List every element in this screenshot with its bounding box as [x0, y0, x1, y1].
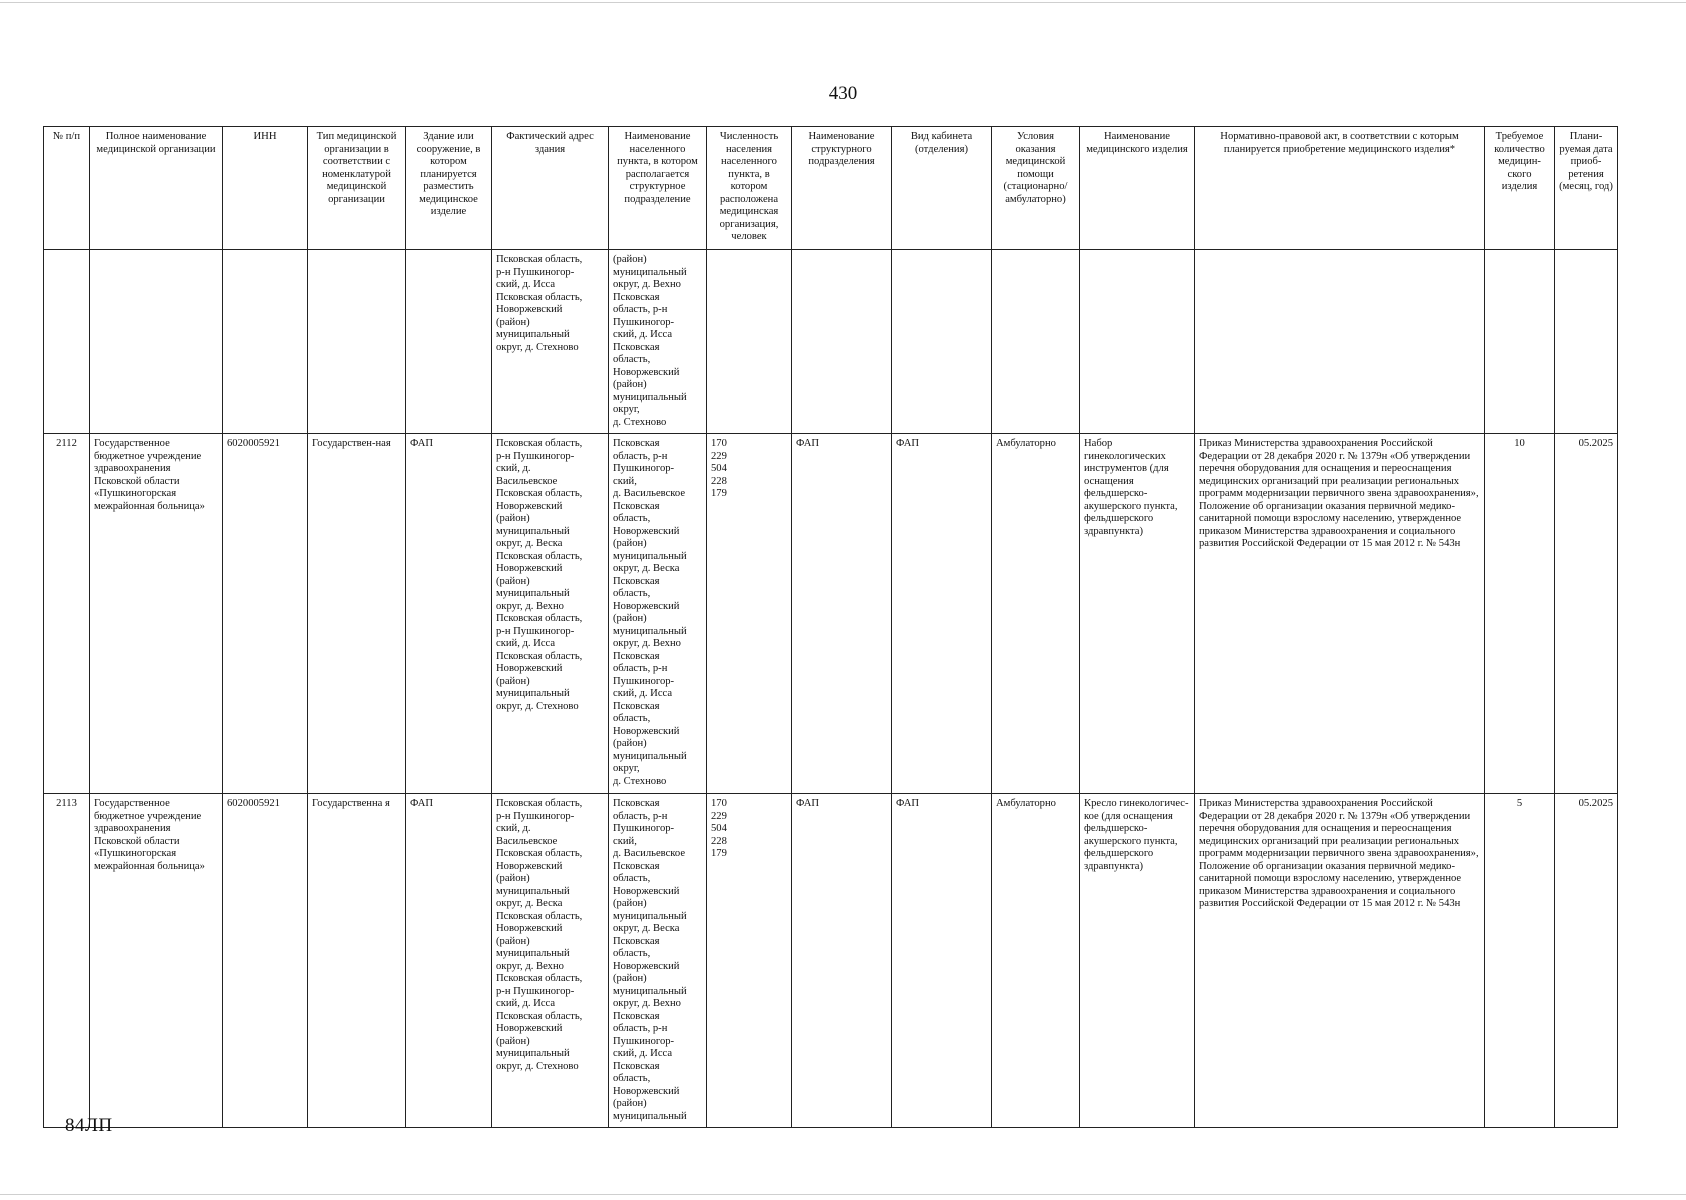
- header-cell: Наименование медицинского изделия: [1080, 127, 1195, 250]
- legal-act-cell: Приказ Министерства здравоохранения Российской Федерации от 28 декабря 2020 г. № 1379н «Об утверждении перечня оборудования для оснащения и переоснащения медицинских организаций при реализации региональных программ модернизации первичного звена здравоохранения», Положение об организации оказания первичной медико-санитарной помощи взрослому населению, утвержденное приказом Министерства здравоохранения и социального развития Российской Федерации от 15 мая 2012 г. № 543н: [1195, 434, 1485, 794]
- unit-cell: ФАП: [792, 434, 892, 794]
- top-scan-edge: [0, 2, 1686, 3]
- address-cell: Псковская область, р-н Пушкиногор- ский, д. Васильевское Псковская область, Новоржевский (район) муниципальный округ, д. Веска Псковская область, Новоржевский (район) муниципальный округ, д. Вехно Псковская область, р-н Пушкиногор- ский, д. Исса Псковская область, Новоржевский (район) муниципальный округ, д. Стехново: [492, 794, 609, 1128]
- header-cell: № п/п: [44, 127, 90, 250]
- date-cell: 05.2025: [1555, 794, 1618, 1128]
- organization-cell: [90, 250, 223, 434]
- header-cell: Наименование структурного подразделения: [792, 127, 892, 250]
- legal-act-cell: [1195, 250, 1485, 434]
- device-cell: [1080, 250, 1195, 434]
- table-row: [44, 250, 1618, 434]
- row-number-cell: 2112: [44, 434, 90, 794]
- quantity-cell: [1485, 250, 1555, 434]
- header-cell: Условия оказания медицинской помощи (стационарно/ амбулаторно): [992, 127, 1080, 250]
- settlement-cell: Псковская область, р-н Пушкиногор- ский, д. Васильевское Псковская область, Новоржевский (район) муниципальный округ, д. Веска Псковская область, Новоржевский (район) муниципальный округ, д. Вехно Псковская область, р-н Пушкиногор- ский, д. Исса Псковская область, Новоржевский (район) муниципальный округ, д. Стехново: [609, 434, 707, 794]
- conditions-cell: [992, 250, 1080, 434]
- settlement-cell: Псковская область, р-н Пушкиногор- ский, д. Васильевское Псковская область, Новоржевский (район) муниципальный округ, д. Веска Псковская область, Новоржевский (район) муниципальный округ, д. Вехно Псковская область, р-н Пушкиногор- ский, д. Исса Псковская область, Новоржевский (район) муниципальный: [609, 794, 707, 1128]
- header-cell: Здание или сооружение, в котором планируется разместить медицинское изделие: [406, 127, 492, 250]
- org-type-cell: Государствен-ная: [308, 434, 406, 794]
- conditions-cell: Амбулаторно: [992, 794, 1080, 1128]
- quantity-cell: 10: [1485, 434, 1555, 794]
- row-number-cell: [44, 250, 90, 434]
- conditions-cell: Амбулаторно: [992, 434, 1080, 794]
- bottom-scan-edge: [0, 1194, 1686, 1195]
- settlement-cell: (район) муниципальный округ, д. Вехно Псковская область, р-н Пушкиногор- ский, д. Исса Псковская область, Новоржевский (район) муниципальный округ, д. Стехново: [609, 250, 707, 434]
- table-header-row: [44, 127, 1618, 250]
- table-row: [44, 794, 1618, 1128]
- header-cell: Полное наименование медицинской организации: [90, 127, 223, 250]
- unit-cell: ФАП: [792, 794, 892, 1128]
- row-number-cell: 2113: [44, 794, 90, 1128]
- table-row: [44, 434, 1618, 794]
- organization-cell: Государственное бюджетное учреждение здравоохранения Псковской области «Пушкиногорская межрайонная больница»: [90, 434, 223, 794]
- quantity-cell: 5: [1485, 794, 1555, 1128]
- header-cell: Фактический адрес здания: [492, 127, 609, 250]
- equipment-table: [43, 126, 1618, 1128]
- page-number: 430: [828, 83, 858, 104]
- header-cell: Нормативно-правовой акт, в соответствии с которым планируется приобретение медицинского изделия*: [1195, 127, 1485, 250]
- device-cell: Набор гинекологических инструментов (для оснащения фельдшерско-акушерского пункта, фельдшерского здравпункта): [1080, 434, 1195, 794]
- building-cell: [406, 250, 492, 434]
- population-cell: 170 229 504 228 179: [707, 794, 792, 1128]
- header-cell: Численность населения населенного пункта, в котором расположена медицинская организация, человек: [707, 127, 792, 250]
- inn-cell: [223, 250, 308, 434]
- building-cell: ФАП: [406, 434, 492, 794]
- inn-cell: 6020005921: [223, 794, 308, 1128]
- unit-cell: [792, 250, 892, 434]
- cabinet-cell: ФАП: [892, 794, 992, 1128]
- address-cell: Псковская область, р-н Пушкиногор- ский, д. Васильевское Псковская область, Новоржевский (район) муниципальный округ, д. Веска Псковская область, Новоржевский (район) муниципальный округ, д. Вехно Псковская область, р-н Пушкиногор- ский, д. Исса Псковская область, Новоржевский (район) муниципальный округ, д. Стехново: [492, 434, 609, 794]
- population-cell: 170 229 504 228 179: [707, 434, 792, 794]
- date-cell: 05.2025: [1555, 434, 1618, 794]
- device-cell: Кресло гинекологичес-кое (для оснащения фельдшерско-акушерского пункта, фельдшерского здравпункта): [1080, 794, 1195, 1128]
- header-cell: Тип медицинской организации в соответствии с номенклатурой медицинской организации: [308, 127, 406, 250]
- org-type-cell: Государственна я: [308, 794, 406, 1128]
- header-cell: Плани-руемая дата приоб-ретения (месяц, год): [1555, 127, 1618, 250]
- population-cell: [707, 250, 792, 434]
- inn-cell: 6020005921: [223, 434, 308, 794]
- cabinet-cell: [892, 250, 992, 434]
- header-cell: Требуемое количество медицин-ского изделия: [1485, 127, 1555, 250]
- footer-code: 84ЛП: [65, 1115, 113, 1136]
- building-cell: ФАП: [406, 794, 492, 1128]
- address-cell: Псковская область, р-н Пушкиногор- ский, д. Исса Псковская область, Новоржевский (район) муниципальный округ, д. Стехново: [492, 250, 609, 434]
- header-cell: Наименование населенного пункта, в котором располагается структурное подразделение: [609, 127, 707, 250]
- cabinet-cell: ФАП: [892, 434, 992, 794]
- org-type-cell: [308, 250, 406, 434]
- legal-act-cell: Приказ Министерства здравоохранения Российской Федерации от 28 декабря 2020 г. № 1379н «Об утверждении перечня оборудования для оснащения и переоснащения медицинских организаций при реализации региональных программ модернизации первичного звена здравоохранения», Положение об организации оказания первичной медико-санитарной помощи взрослому населению, утвержденное приказом Министерства здравоохранения и социального развития Российской Федерации от 15 мая 2012 г. № 543н: [1195, 794, 1485, 1128]
- date-cell: [1555, 250, 1618, 434]
- organization-cell: Государственное бюджетное учреждение здравоохранения Псковской области «Пушкиногорская межрайонная больница»: [90, 794, 223, 1128]
- header-cell: ИНН: [223, 127, 308, 250]
- header-cell: Вид кабинета (отделения): [892, 127, 992, 250]
